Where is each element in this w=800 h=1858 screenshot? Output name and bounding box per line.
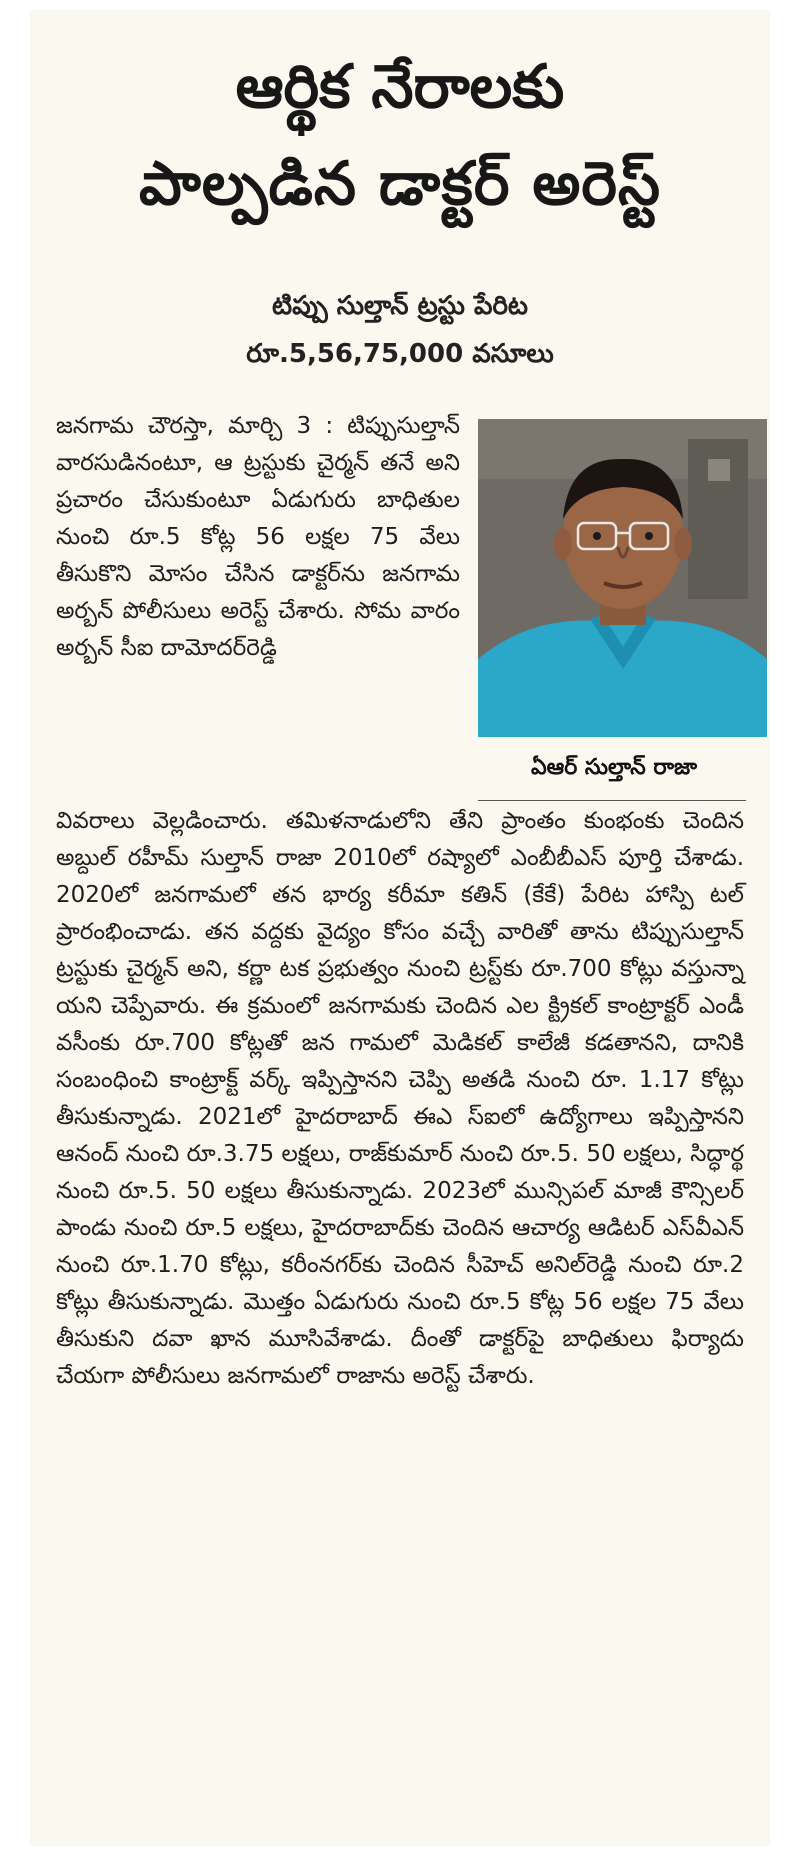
subheadline-line-2: రూ.5,56,75,000 వసూలు bbox=[246, 339, 554, 369]
caption-divider bbox=[478, 800, 746, 801]
subheadline-line-1: టిప్పు సుల్తాన్ ట్రస్టు పేరిట bbox=[272, 291, 528, 321]
photo-caption: ఏఆర్ సుల్తాన్ రాజా bbox=[531, 755, 697, 780]
portrait-image bbox=[478, 419, 767, 737]
person-photo bbox=[478, 419, 767, 737]
article-body-intro: జనగామ చౌరస్తా, మార్చి 3 : టిప్పుసుల్తాన్ వారసుడినంటూ, ఆ ట్రస్టుకు చైర్మన్ తనే అని ప్రచారం చేసుకుంటూ ఏడుగురు బాధితుల నుంచి రూ.5 కోట్ల 56 లక్షల 75 వేలు తీసుకొని మోసం చేసిన డాక్టర్‌ను జనగామ అర్బన్ పోలీసులు అరెస్ట్ చేశారు. సోమ వారం అర్బన్ సీఐ దామోదర్‌రెడ్డి bbox=[56, 413, 460, 661]
headline-line-1: ఆర్థిక నేరాలకు bbox=[235, 52, 565, 122]
article-body-main: వివరాలు వెల్లడించారు. తమిళనాడులోని తేని ప్రాంతం కుంభంకు చెందిన అబ్దుల్ రహీమ్ సుల్తాన్ రాజా 2010లో రష్యాలో ఎంబీబీఎస్ పూర్తి చేశాడు. 2020లో జనగామలో తన భార్య కరీమా కతిన్ (కేకే) పేరిట హాస్పి టల్ ప్రారంభించాడు. తన వద్దకు వైద్యం కోసం వచ్చే వారితో తాను టిప్పుసుల్తాన్ ట్రస్టుకు చైర్మన్ అని, కర్ణా టక ప్రభుత్వం నుంచి ట్రస్ట్‌కు రూ.700 కోట్లు వస్తున్నా యని చెప్పేవారు. ఈ క్రమంలో జనగామకు చెందిన ఎల క్ట్రికల్ కాంట్రాక్టర్ ఎండీ వసీంకు రూ.700 కోట్లతో జన గామలో మెడికల్ కాలేజీ కడతానని, దానికి సంబంధించి కాంట్రాక్ట్ వర్క్ ఇప్పిస్తానని చెప్పి అతడి నుంచి రూ. 1.17 కోట్లు తీసుకున్నాడు. 2021లో హైదరాబాద్ ఈఎ స్ఐలో ఉద్యోగాలు ఇప్పిస్తానని ఆనంద్ నుంచి రూ.3.75 లక్షలు, రాజ్‌కుమార్ నుంచి రూ.5. 50 లక్షలు, సిద్ధార్థ నుంచి రూ.5. 50 లక్షలు తీసుకున్నాడు. 2023లో మున్సిపల్ మాజీ కౌన్సిలర్ పాండు నుంచి రూ.5 లక్షలు, హైదరాబాద్‌కు చెందిన ఆచార్య ఆడిటర్ ఎస్‌వీఎన్ నుంచి రూ.1.70 కోట్లు, కరీంనగర్‌కు చెందిన సీహెచ్ అనిల్‌రెడ్డి నుంచి రూ.2 కోట్లు తీసుకున్నాడు. మొత్తం ఏడుగురు నుంచి రూ.5 కోట్ల 56 లక్షల 75 వేలు తీసుకుని దవా ఖాన మూసివేశాడు. దీంతో డాక్టర్‌పై బాధితులు ఫిర్యాదు చేయగా పోలీసులు జనగామలో రాజాను అరెస్ట్ చేశారు. bbox=[56, 808, 744, 1389]
headline-line-2: పాల్పడిన డాక్టర్ అరెస్ట్ bbox=[138, 149, 662, 219]
